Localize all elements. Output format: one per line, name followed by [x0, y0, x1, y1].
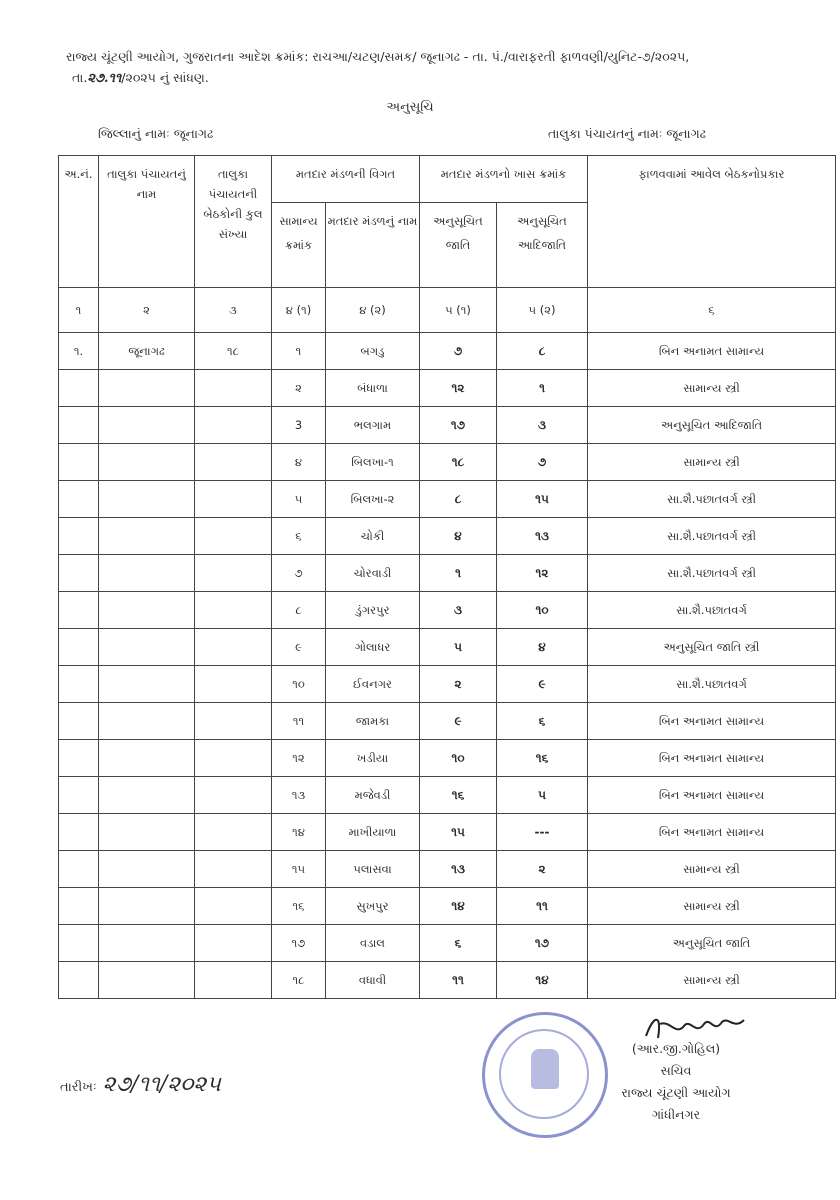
general-number-cell: ૮ [272, 592, 326, 629]
general-number-cell: ૭ [272, 555, 326, 592]
national-emblem-icon [531, 1049, 559, 1089]
st-code-cell: ૭ [497, 444, 588, 481]
column-number: ૨ [99, 288, 195, 333]
taluka-cell [99, 851, 195, 888]
table-row [59, 333, 836, 370]
seat-type-cell: બિન અનામત સામાન્ય [588, 814, 836, 851]
serial-cell [59, 444, 99, 481]
total-seats-cell [195, 962, 272, 999]
general-number-cell: ૨ [272, 370, 326, 407]
general-number-cell: ૧૮ [272, 962, 326, 999]
taluka-name: તાલુકા પંચાયતનું નામઃ જૂનાગઢ [548, 126, 706, 141]
header-scheduled-caste: અનુસૂચિત જાતિ [420, 203, 497, 288]
general-number-cell: ૪ [272, 444, 326, 481]
serial-cell [59, 592, 99, 629]
total-seats-cell [195, 740, 272, 777]
constituency-name-cell: ખડીયા [326, 740, 420, 777]
sc-code-cell: ૧૭ [420, 407, 497, 444]
sc-code-cell: ૧૨ [420, 370, 497, 407]
table-row [59, 407, 836, 444]
seat-type-cell: બિન અનામત સામાન્ય [588, 703, 836, 740]
st-code-cell: ૧૪ [497, 962, 588, 999]
taluka-cell [99, 666, 195, 703]
st-code-cell: ૪ [497, 629, 588, 666]
taluka-cell [99, 962, 195, 999]
serial-cell [59, 518, 99, 555]
constituency-name-cell: વધાવી [326, 962, 420, 999]
sc-code-cell: ૬ [420, 925, 497, 962]
constituency-name-cell: પલાસવા [326, 851, 420, 888]
table-row [59, 444, 836, 481]
seat-type-cell: સામાન્ય સ્ત્રી [588, 962, 836, 999]
general-number-cell: ૧૫ [272, 851, 326, 888]
st-code-cell: ૧૫ [497, 481, 588, 518]
sc-code-cell: ૮ [420, 481, 497, 518]
serial-cell [59, 555, 99, 592]
total-seats-cell [195, 407, 272, 444]
taluka-cell [99, 925, 195, 962]
serial-cell [59, 851, 99, 888]
seat-type-cell: અનુસૂચિત જાતિ સ્ત્રી [588, 629, 836, 666]
header-taluka-name: તાલુકા પંચાયતનું નામ [99, 156, 195, 288]
st-code-cell: ૩ [497, 407, 588, 444]
taluka-cell [99, 555, 195, 592]
total-seats-cell: ૧૮ [195, 333, 272, 370]
st-code-cell: ૧૦ [497, 592, 588, 629]
table-row [59, 925, 836, 962]
constituency-name-cell: બિલખા-૨ [326, 481, 420, 518]
total-seats-cell [195, 555, 272, 592]
signatory-designation: સચિવ [660, 1063, 692, 1078]
taluka-cell [99, 481, 195, 518]
serial-cell [59, 703, 99, 740]
column-number: ૫ (૨) [497, 288, 588, 333]
serial-cell [59, 407, 99, 444]
general-number-cell: ૧૦ [272, 666, 326, 703]
header-general-number: સામાન્ય ક્રમાંક [272, 203, 326, 288]
seat-type-cell: બિન અનામત સામાન્ય [588, 333, 836, 370]
serial-cell [59, 888, 99, 925]
schedule-title: અનુસૂચિ [386, 100, 434, 115]
column-number: ૩ [195, 288, 272, 333]
sc-code-cell: ૨ [420, 666, 497, 703]
table-row [59, 592, 836, 629]
st-code-cell: ૧ [497, 370, 588, 407]
general-number-cell: ૧૬ [272, 888, 326, 925]
sc-code-cell: ૧૮ [420, 444, 497, 481]
sc-code-cell: ૧૦ [420, 740, 497, 777]
serial-cell [59, 740, 99, 777]
table-row [59, 962, 836, 999]
constituency-name-cell: ચોકી [326, 518, 420, 555]
seat-type-cell: અનુસૂચિત જાતિ [588, 925, 836, 962]
taluka-cell [99, 370, 195, 407]
document-date [60, 1072, 221, 1097]
constituency-name-cell: બિલખા-૧ [326, 444, 420, 481]
header-scheduled-tribe: અનુસૂચિત આદિજાતિ [497, 203, 588, 288]
header-constituency-name: મતદાર મંડળનું નામ [326, 203, 420, 288]
date-value: ૨૭/૧૧/૨૦૨૫ [102, 1072, 221, 1097]
sc-code-cell: ૩ [420, 592, 497, 629]
total-seats-cell [195, 851, 272, 888]
seat-type-cell: બિન અનામત સામાન્ય [588, 777, 836, 814]
seat-type-cell: સા.શૈ.પછાતવર્ગ [588, 666, 836, 703]
taluka-cell [99, 777, 195, 814]
order-date-suffix: /૨૦૨૫ નું સાંધણ. [121, 70, 209, 85]
district-name: જિલ્લાનું નામઃ જૂનાગઢ [98, 126, 214, 141]
seat-type-cell: અનુસૂચિત આદિજાતિ [588, 407, 836, 444]
sc-code-cell: ૭ [420, 333, 497, 370]
constituency-name-cell: માખીયાળા [326, 814, 420, 851]
table-row [59, 740, 836, 777]
st-code-cell: ૬ [497, 703, 588, 740]
table-row [59, 370, 836, 407]
general-number-cell: ૧૨ [272, 740, 326, 777]
general-number-cell: ૫ [272, 481, 326, 518]
header-constituency-details: મતદાર મંડળની વિગત [272, 156, 420, 203]
total-seats-cell [195, 777, 272, 814]
constituency-name-cell: બંધાળા [326, 370, 420, 407]
taluka-cell [99, 740, 195, 777]
order-reference-line: રાજ્ય ચૂંટણી આયોગ, ગુજરાતના આદેશ ક્રમાંક: રાચઆ/ચટણ/સમક/ જૂનાગઢ - તા. પં./વારાફરતી ફાળવણી/યુનિટ-૭/૨૦૨૫, [66, 49, 690, 64]
table-row [59, 518, 836, 555]
serial-cell: ૧. [59, 333, 99, 370]
taluka-cell [99, 703, 195, 740]
total-seats-cell [195, 518, 272, 555]
st-code-cell: ૧૩ [497, 518, 588, 555]
general-number-cell: ૧૧ [272, 703, 326, 740]
column-number: ૫ (૧) [420, 288, 497, 333]
general-number-cell: ૬ [272, 518, 326, 555]
constituency-name-cell: બગડુ [326, 333, 420, 370]
st-code-cell: ૫ [497, 777, 588, 814]
serial-cell [59, 925, 99, 962]
seat-type-cell: સામાન્ય સ્ત્રી [588, 851, 836, 888]
taluka-cell [99, 814, 195, 851]
column-number: ૪ (૨) [326, 288, 420, 333]
total-seats-cell [195, 666, 272, 703]
st-code-cell: ૨ [497, 851, 588, 888]
table-row [59, 888, 836, 925]
general-number-cell: ૯ [272, 629, 326, 666]
sc-code-cell: ૧૬ [420, 777, 497, 814]
st-code-cell: ૧૬ [497, 740, 588, 777]
seat-allocation-table [58, 155, 836, 999]
sc-code-cell: ૫ [420, 629, 497, 666]
constituency-name-cell: ઈવનગર [326, 666, 420, 703]
constituency-name-cell: મજેવડી [326, 777, 420, 814]
table-row [59, 814, 836, 851]
st-code-cell: ૯ [497, 666, 588, 703]
table-row [59, 777, 836, 814]
sc-code-cell: ૧ [420, 555, 497, 592]
total-seats-cell [195, 703, 272, 740]
seat-type-cell: બિન અનામત સામાન્ય [588, 740, 836, 777]
header-special-number: મતદાર મંડળનો ખાસ ક્રમાંક [420, 156, 588, 203]
header-total-seats: તાલુકા પંચાયતની બેઠકોની કુલ સંખ્યા [195, 156, 272, 288]
sc-code-cell: ૯ [420, 703, 497, 740]
st-code-cell: ૧૨ [497, 555, 588, 592]
seat-type-cell: સા.શૈ.પછાતવર્ગ સ્ત્રી [588, 481, 836, 518]
signatory-city: ગાંધીનગર [651, 1107, 701, 1122]
seat-type-cell: સા.શૈ.પછાતવર્ગ સ્ત્રી [588, 555, 836, 592]
date-label: તારીખઃ [60, 1080, 97, 1095]
total-seats-cell [195, 370, 272, 407]
column-number-row [59, 288, 836, 333]
general-number-cell: 3 [272, 407, 326, 444]
st-code-cell: ૧૧ [497, 888, 588, 925]
signatory-name: (આર.જી.ગોહિલ) [631, 1041, 721, 1056]
taluka-cell [99, 518, 195, 555]
seat-type-cell: સામાન્ય સ્ત્રી [588, 888, 836, 925]
st-code-cell: --- [497, 814, 588, 851]
sc-code-cell: ૧૫ [420, 814, 497, 851]
sc-code-cell: ૧૪ [420, 888, 497, 925]
column-number: ૬ [588, 288, 836, 333]
sc-code-cell: ૧૧ [420, 962, 497, 999]
general-number-cell: ૧૩ [272, 777, 326, 814]
serial-cell [59, 370, 99, 407]
order-date-handwritten: ૨૭.૧૧ [87, 71, 122, 86]
table-row [59, 703, 836, 740]
constituency-name-cell: ચોરવાડી [326, 555, 420, 592]
taluka-cell [99, 444, 195, 481]
seat-type-cell: સામાન્ય સ્ત્રી [588, 444, 836, 481]
constituency-name-cell: ડુંગરપુર [326, 592, 420, 629]
column-number: ૪ (૧) [272, 288, 326, 333]
st-code-cell: ૧૭ [497, 925, 588, 962]
st-code-cell: ૮ [497, 333, 588, 370]
total-seats-cell [195, 925, 272, 962]
table-row [59, 851, 836, 888]
order-date-prefix: તા. [72, 70, 88, 85]
total-seats-cell [195, 592, 272, 629]
signatory-block [612, 1038, 740, 1126]
signatory-office: રાજ્ય ચૂંટણી આયોગ [621, 1085, 731, 1100]
general-number-cell: ૧૪ [272, 814, 326, 851]
total-seats-cell [195, 444, 272, 481]
seat-type-cell: સામાન્ય સ્ત્રી [588, 370, 836, 407]
taluka-cell [99, 592, 195, 629]
table-row [59, 629, 836, 666]
taluka-cell: જૂનાગઢ [99, 333, 195, 370]
total-seats-cell [195, 629, 272, 666]
total-seats-cell [195, 481, 272, 518]
serial-cell [59, 481, 99, 518]
constituency-name-cell: ગોલાધર [326, 629, 420, 666]
constituency-name-cell: જામકા [326, 703, 420, 740]
total-seats-cell [195, 888, 272, 925]
taluka-cell [99, 629, 195, 666]
taluka-cell [99, 888, 195, 925]
constituency-name-cell: વડાલ [326, 925, 420, 962]
seat-type-cell: સા.શૈ.પછાતવર્ગ સ્ત્રી [588, 518, 836, 555]
order-date-line [72, 70, 209, 86]
sc-code-cell: ૧૩ [420, 851, 497, 888]
sc-code-cell: ૪ [420, 518, 497, 555]
constituency-name-cell: સુખપુર [326, 888, 420, 925]
serial-cell [59, 814, 99, 851]
general-number-cell: ૧ [272, 333, 326, 370]
header-serial: અ.નં. [59, 156, 99, 288]
seat-type-cell: સા.શૈ.પછાતવર્ગ [588, 592, 836, 629]
table-row [59, 555, 836, 592]
constituency-name-cell: ભલગામ [326, 407, 420, 444]
official-seal [482, 1012, 608, 1138]
header-allotted-type: ફાળવવામાં આવેલ બેઠકનોપ્રકાર [588, 156, 836, 288]
serial-cell [59, 666, 99, 703]
total-seats-cell [195, 814, 272, 851]
serial-cell [59, 629, 99, 666]
serial-cell [59, 777, 99, 814]
column-number: ૧ [59, 288, 99, 333]
taluka-cell [99, 407, 195, 444]
general-number-cell: ૧૭ [272, 925, 326, 962]
table-row [59, 666, 836, 703]
table-row [59, 481, 836, 518]
serial-cell [59, 962, 99, 999]
